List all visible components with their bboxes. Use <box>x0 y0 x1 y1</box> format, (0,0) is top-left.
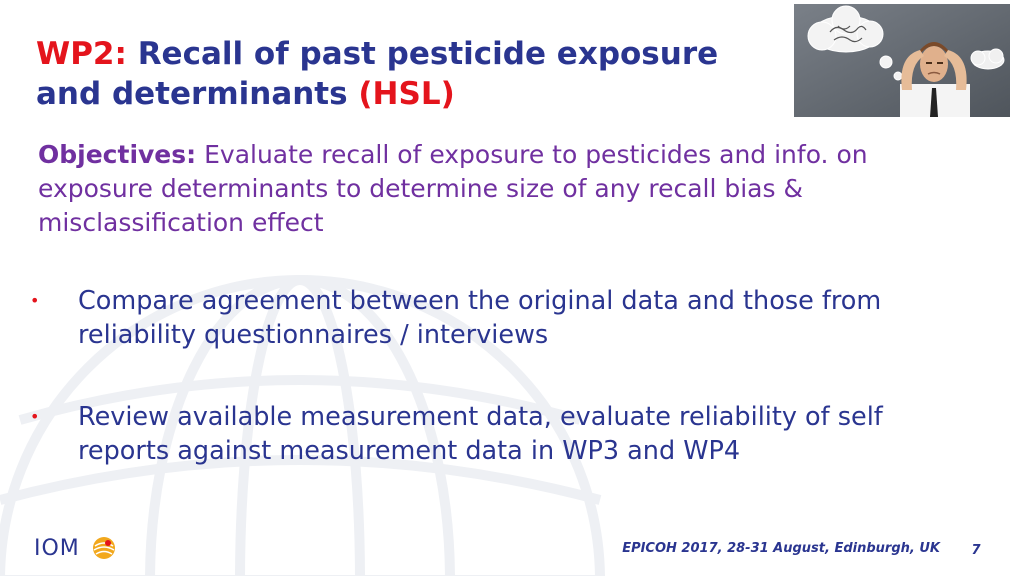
bullet-dot-icon: • <box>30 291 40 310</box>
stressed-man-photo <box>794 4 1010 117</box>
iom-logo <box>34 536 154 562</box>
objectives-label: Objectives: <box>38 140 197 169</box>
page-number: 7 <box>971 543 981 558</box>
event-footer: EPICOH 2017, 28-31 August, Edinburgh, UK <box>622 541 940 556</box>
objectives-text: Evaluate recall of exposure to pesticides and info. on exposure determinants to determine size of any recall bias & misclassification effect <box>38 140 868 237</box>
bullet-text: Compare agreement between the original data and those from reliability questionnaires / interviews <box>78 286 882 350</box>
iom-logo-icon <box>91 535 117 561</box>
bullet-dot-icon: • <box>30 407 40 426</box>
iom-logo-text: IOM <box>34 536 80 561</box>
bullet-text: Review available measurement data, evaluate reliability of self reports against measurement data in WP3 and WP4 <box>78 402 883 466</box>
title-main: Recall of past pesticide exposure and determinants <box>36 36 719 112</box>
title-prefix: WP2: <box>36 36 127 72</box>
objectives-paragraph <box>38 138 898 240</box>
title-suffix: (HSL) <box>358 76 455 112</box>
slide-title <box>36 34 756 114</box>
